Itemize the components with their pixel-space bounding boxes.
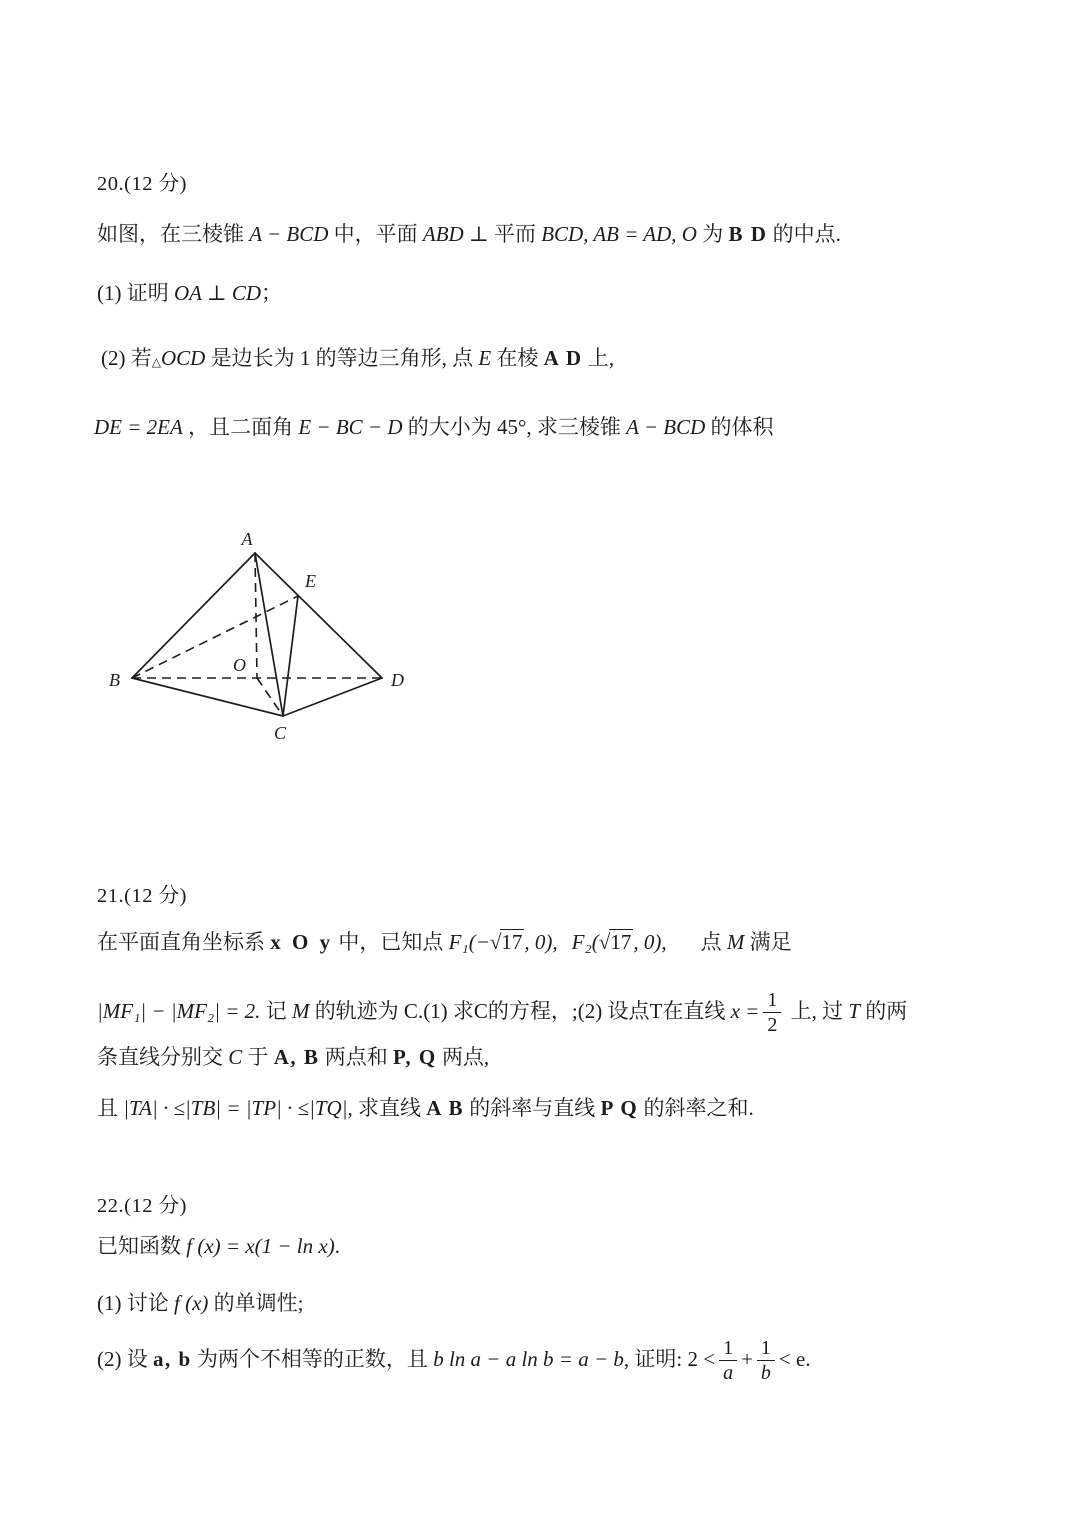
text-run: , 证明:: [623, 1346, 688, 1371]
tetrahedron-figure: [90, 523, 420, 748]
text-run: 上, 过: [785, 998, 849, 1023]
q21-line4: [97, 1095, 754, 1121]
radicand: 17: [610, 930, 632, 954]
text-run: (1) 讨论: [97, 1291, 174, 1315]
q22-line1: [97, 1233, 340, 1259]
q22-part1: [97, 1290, 304, 1316]
text-run: (1) 证明: [97, 281, 174, 305]
radical-sign: √: [598, 930, 611, 954]
math-run: F₁(−: [448, 930, 490, 954]
bold-run: P Q: [600, 1096, 639, 1120]
math-run: DE = 2EA: [94, 415, 183, 439]
text-run: ；: [261, 281, 283, 305]
text-run: 满足: [744, 930, 792, 954]
vertex-label-c: C: [273, 723, 287, 743]
vertex-label-a: A: [241, 529, 253, 549]
bold-run: A D: [543, 346, 583, 370]
text-run: 记: [260, 998, 292, 1023]
text-run: 的单调性;: [208, 1291, 304, 1315]
bold-run: A, B: [273, 1045, 320, 1069]
denominator: a: [723, 1362, 734, 1384]
edge-ce: [283, 596, 298, 716]
fraction: [757, 1338, 775, 1384]
text-run: 在平面直角坐标系: [97, 930, 271, 954]
numerator: 1: [763, 990, 781, 1013]
q21-title: 21.(12 分): [97, 885, 187, 907]
text-run: 的中点.: [767, 222, 841, 246]
q22-title: 22.(12 分): [97, 1195, 187, 1217]
text-run: 中，已知点: [333, 930, 449, 954]
q20-title: 20.(12 分): [97, 173, 187, 195]
vertex-label-b: B: [109, 670, 120, 690]
math-run: f (x): [174, 1291, 209, 1315]
plus-sign: +: [741, 1346, 753, 1371]
q21-line3: [97, 1044, 489, 1070]
text-run: 两点和: [319, 1045, 393, 1069]
text-run: .: [334, 1234, 340, 1258]
text-run: 中，平面: [328, 222, 423, 246]
vertex-label-o: O: [233, 655, 246, 675]
text-run: 如图，在三棱锥: [97, 222, 250, 246]
math-run: F₂(: [571, 930, 599, 954]
text-run: 的两: [860, 998, 908, 1023]
fraction: [719, 1338, 737, 1384]
text-run: 的大小为 45°, 求三棱锥: [402, 415, 627, 439]
math-run: M: [726, 930, 745, 954]
math-run: b ln a − a ln b = a − b: [433, 1346, 624, 1371]
math-run: x =: [730, 998, 760, 1023]
q22-part2: [97, 1338, 811, 1384]
math-run: 2 <: [687, 1346, 716, 1371]
text-run: 的体积: [705, 415, 774, 439]
radicand: 17: [501, 930, 523, 954]
text-run: 为两个不相等的正数，且: [191, 1346, 434, 1371]
math-run: BCD, AB = AD, O: [541, 222, 697, 246]
text-run: 上,: [582, 346, 615, 370]
math-run: |TA| · ≤|TB| = |TP| · ≤|TQ|: [123, 1096, 348, 1120]
bold-run: a, b: [153, 1346, 192, 1371]
text-run: 条直线分别交: [97, 1045, 229, 1069]
math-run: ABD ⊥: [422, 222, 489, 246]
triangle-symbol: △: [151, 355, 161, 369]
math-run: |MF₁| − |MF₂| = 2.: [97, 998, 261, 1023]
denominator: b: [760, 1362, 771, 1384]
text-run: 且: [97, 1096, 124, 1120]
math-run: , 0),: [633, 930, 667, 954]
math-run: f (x) = x(1 − ln x): [186, 1234, 335, 1258]
math-run: , 0),: [524, 930, 558, 954]
q21-line2: [97, 990, 907, 1036]
text-run: 于: [242, 1045, 274, 1069]
numerator: 1: [757, 1338, 775, 1361]
text-run: ，且二面角: [182, 415, 299, 439]
q20-intro: [97, 221, 841, 247]
edge-cd: [283, 678, 382, 716]
bold-run: B D: [728, 222, 768, 246]
text-run: 平而: [488, 222, 542, 246]
q21-line1: [97, 929, 792, 955]
text-run: (2) 设: [97, 1346, 153, 1371]
text-run: 点: [700, 930, 727, 954]
math-run: E − BC − D: [298, 415, 403, 439]
text-run: 已知函数: [97, 1234, 187, 1258]
text-run: (2) 若: [101, 346, 152, 370]
math-run: M: [291, 998, 310, 1023]
bold-run: P, Q: [392, 1045, 437, 1069]
math-run: OA ⊥ CD: [174, 281, 262, 305]
vertex-label-d: D: [391, 670, 404, 690]
text-run: , 求直线: [347, 1096, 427, 1120]
numerator: 1: [719, 1338, 737, 1361]
radical-sign: √: [489, 930, 502, 954]
edge-be-hidden: [132, 596, 298, 678]
math-run: T: [848, 998, 861, 1023]
math-run: < e.: [778, 1346, 811, 1371]
q20-part2: [101, 345, 614, 371]
text-run: 的斜率之和.: [638, 1096, 754, 1120]
math-run: E: [478, 346, 492, 370]
fraction: [763, 990, 781, 1036]
text-run: 的轨迹为 C.(1) 求C的方程，;(2) 设点T在直线: [309, 998, 731, 1023]
text-run: 在棱: [491, 346, 544, 370]
bold-run: A B: [426, 1096, 464, 1120]
vertex-label-e: E: [305, 571, 316, 591]
math-run: C: [228, 1045, 243, 1069]
q20-part3: [94, 414, 774, 440]
math-run: x O y: [270, 930, 334, 954]
math-run: A − BCD: [249, 222, 329, 246]
q20-part1: [97, 280, 282, 306]
text-run: 为: [696, 222, 729, 246]
edge-ao-hidden: [255, 553, 257, 678]
math-run: A − BCD: [626, 415, 706, 439]
denominator: 2: [767, 1014, 778, 1036]
math-run: OCD: [160, 346, 206, 370]
text-run: 是边长为 1 的等边三角形, 点: [205, 346, 479, 370]
text-run: 的斜率与直线: [463, 1096, 601, 1120]
text-run: 两点,: [436, 1045, 490, 1069]
